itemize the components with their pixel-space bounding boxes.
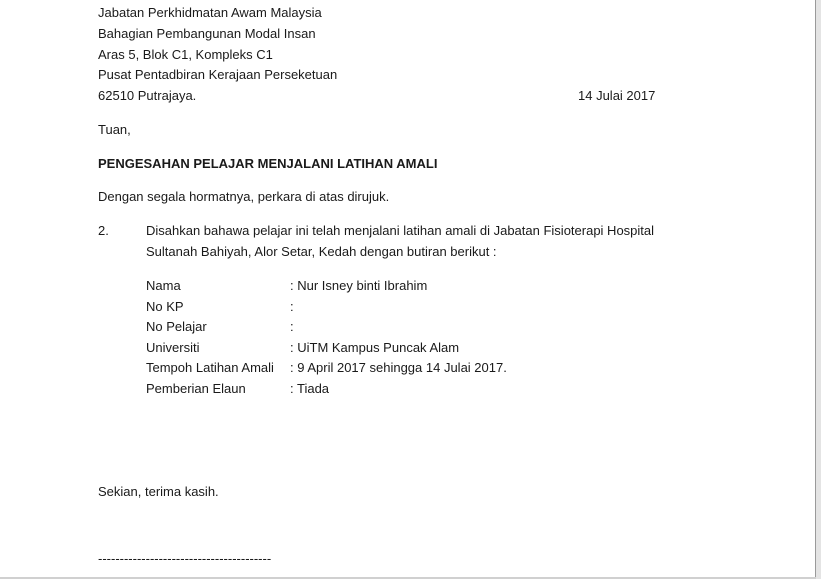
detail-value-tempoh: : 9 April 2017 sehingga 14 Julai 2017.	[290, 360, 507, 375]
paragraph-line-1: Disahkan bahawa pelajar ini telah menjalani latihan amali di Jabatan Fisioterapi Hospital	[146, 223, 655, 238]
detail-value-nama: : Nur Isney binti Ibrahim	[290, 278, 428, 293]
detail-label-no-kp: No KP	[146, 299, 184, 314]
letter-date: 14 Julai 2017	[578, 88, 656, 103]
detail-value-no-pelajar: :	[290, 319, 294, 334]
detail-label-nama: Nama	[146, 278, 181, 293]
detail-value-elaun: : Tiada	[290, 381, 330, 396]
address-line-2: Bahagian Pembangunan Modal Insan	[98, 26, 316, 41]
detail-label-elaun: Pemberian Elaun	[146, 381, 246, 396]
paragraph-number: 2.	[98, 223, 109, 238]
detail-label-tempoh: Tempoh Latihan Amali	[146, 360, 274, 375]
paragraph-line-2: Sultanah Bahiyah, Alor Setar, Kedah dengan butiran berikut :	[146, 244, 497, 259]
workspace-gutter	[816, 0, 821, 579]
address-line-4: Pusat Pentadbiran Kerajaan Perseketuan	[98, 67, 338, 82]
address-line-5: 62510 Putrajaya.	[98, 88, 197, 103]
closing-sentence: Sekian, terima kasih.	[98, 484, 219, 499]
signature-line: ----------------------------------------	[98, 551, 272, 566]
detail-value-no-kp: :	[290, 299, 294, 314]
address-line-3: Aras 5, Blok C1, Kompleks C1	[98, 47, 273, 62]
detail-label-universiti: Universiti	[146, 340, 200, 355]
detail-label-no-pelajar: No Pelajar	[146, 319, 207, 334]
detail-value-universiti: : UiTM Kampus Puncak Alam	[290, 340, 460, 355]
subject-heading: PENGESAHAN PELAJAR MENJALANI LATIHAN AMALI	[98, 156, 438, 171]
salutation: Tuan,	[98, 122, 131, 137]
opening-sentence: Dengan segala hormatnya, perkara di atas dirujuk.	[98, 189, 390, 204]
address-line-1: Jabatan Perkhidmatan Awam Malaysia	[98, 5, 322, 20]
